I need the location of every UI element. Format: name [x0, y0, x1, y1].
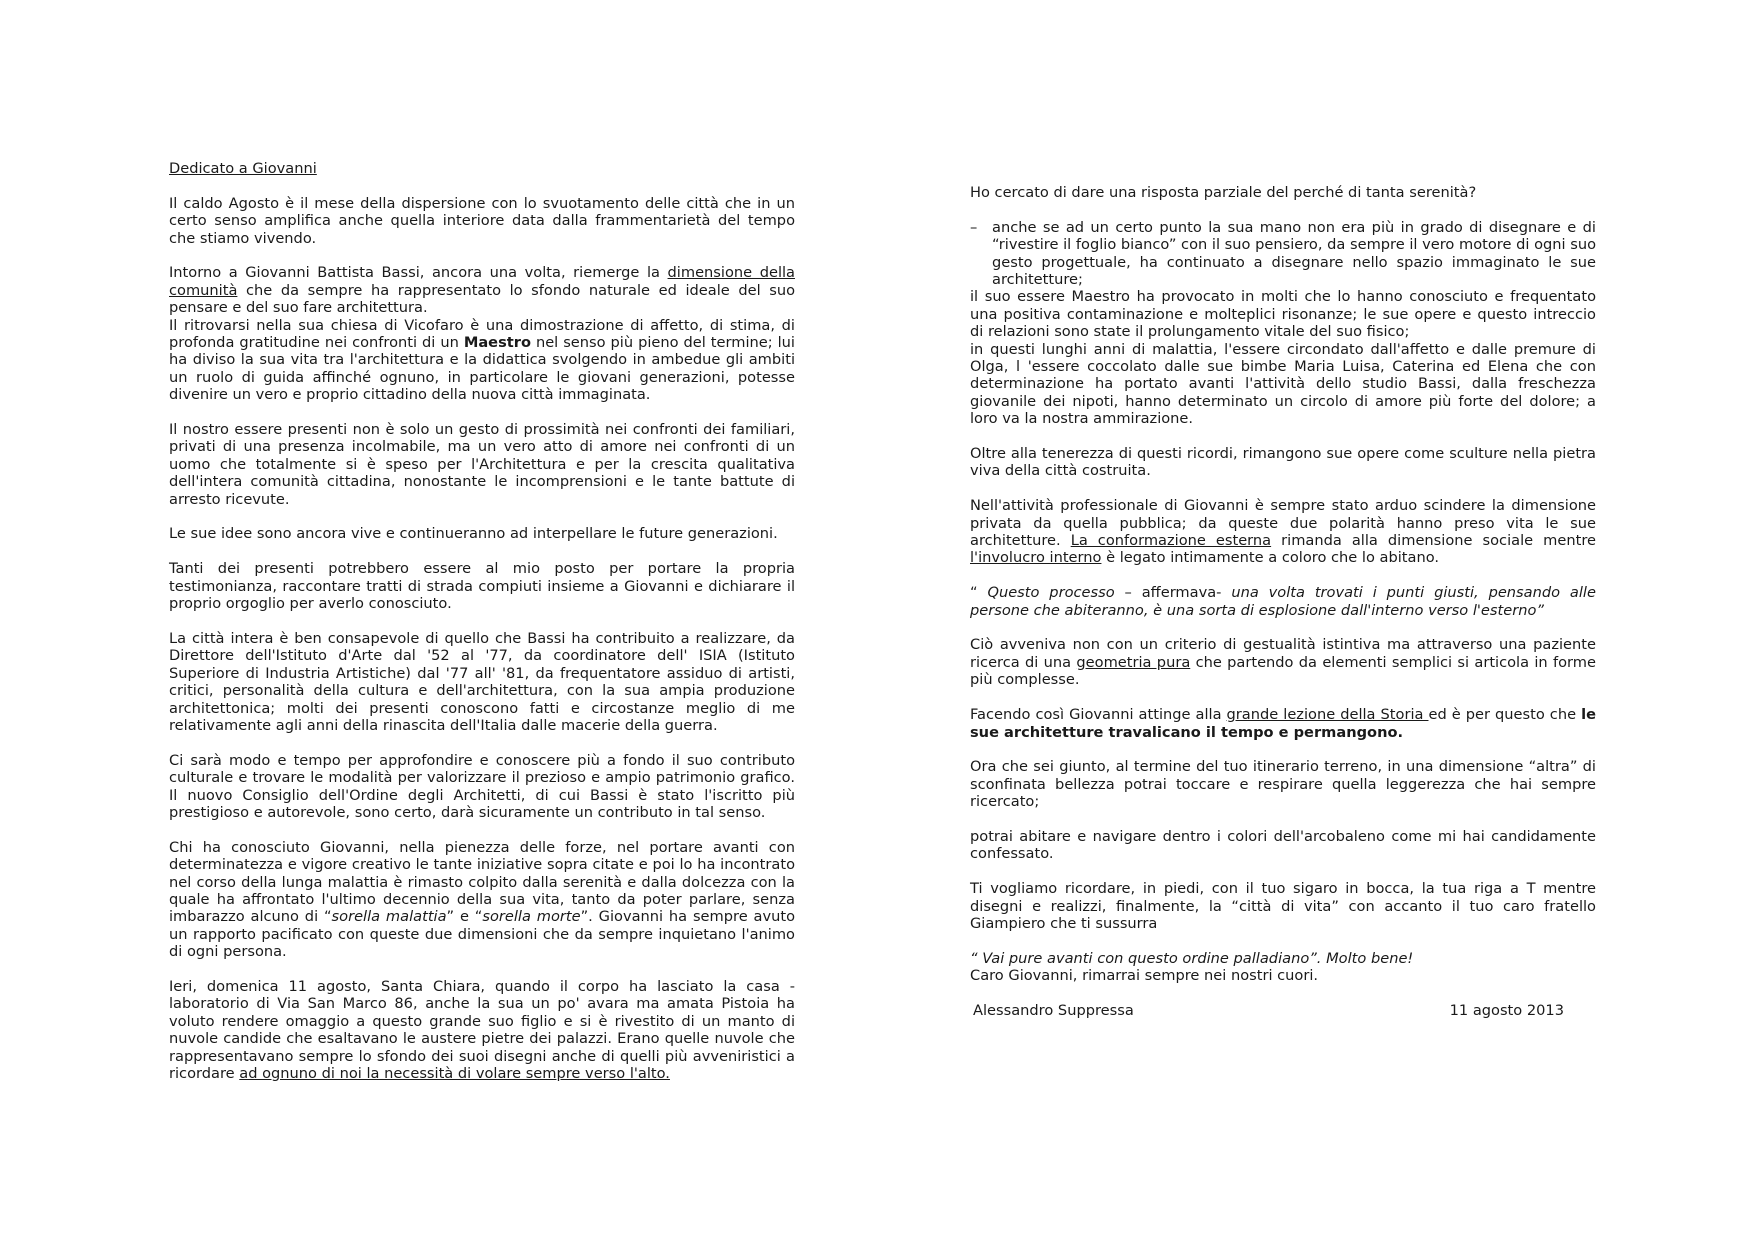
text: Ti vogliamo ricordare, in piedi, con il tuo sigaro in bocca, la tua riga a T mentre disegni e realizzi, finalmente, la “città di vita” con accanto il tuo caro fratello Giampiero che ti sussurra: [970, 880, 1596, 932]
text: è legato intimamente a coloro che lo abitano.: [1101, 549, 1440, 567]
paragraph: [169, 317, 795, 404]
underlined-text: grande lezione della Storia: [1226, 706, 1429, 724]
text: Facendo così Giovanni attinge alla: [970, 706, 1227, 724]
text: – affermava-: [1114, 584, 1232, 602]
italic-text: sorella morte: [482, 908, 581, 926]
bold-text: Maestro: [463, 334, 531, 352]
underlined-text: ad ognuno di noi la necessità di volare sempre verso l'alto.: [239, 1064, 670, 1082]
author-signature: Alessandro Suppressa: [973, 1001, 1134, 1019]
paragraph: [169, 525, 795, 542]
paragraph: [169, 560, 795, 612]
bold-text: le sue architetture travalicano il tempo e permangono.: [970, 706, 1596, 741]
text: Nell'attività professionale di Giovanni è sempre stato arduo scindere la dimensione privata da quella pubblica; da queste due polarità hanno preso vita le sue architetture.: [970, 497, 1596, 550]
text: Tanti dei presenti potrebbero essere al mio posto per portare la propria testimonianza, raccontare tratti di strada compiuti insieme a Giovanni e dichiarare il proprio orgoglio per averlo conosciuto.: [169, 560, 795, 613]
text: Il caldo Agosto è il mese della dispersione con lo svuotamento delle città che in un certo senso amplifica anche quella interiore data dalla frammentarietà del tempo che stiamo vivendo.: [169, 194, 795, 247]
text: Ho cercato di dare una risposta parziale del perché di tanta serenità?: [970, 184, 1477, 201]
text: Ci sarà modo e tempo per approfondire e conoscere più a fondo il suo contributo culturale e trovare le modalità per valorizzare il prezioso e ampio patrimonio grafico. Il nuovo Consiglio dell'Ordine degli Architetti, di cui Bassi è stato l'iscritto più prestigioso e autorevole, sono certo, darà sicuramente un contributo in tal senso.: [169, 751, 795, 821]
paragraph: [970, 828, 1596, 863]
text: rimanda alla dimensione sociale mentre: [1271, 532, 1596, 550]
paragraph: [970, 950, 1596, 967]
text: ”. Giovanni ha sempre avuto un rapporto pacificato con queste due dimensioni che da sempre inquietano l'animo di ogni persona.: [169, 908, 795, 961]
underlined-text: l'involucro interno: [970, 549, 1102, 567]
text: Ieri, domenica 11 agosto, Santa Chiara, quando il corpo ha lasciato la casa - laboratorio di Via San Marco 86, anche la sua un po' avara ma amata Pistoia ha voluto rendere omaggio a questo grande suo figlio e si è rivestito di un manto di nuvole candide che esaltavano le austere pietre dei palazzi. Erano quelle nuvole che rappresentavano sempre lo sfondo dei suoi disegni anche di quelli più avveniristici a ricordare: [169, 977, 795, 1082]
dash-bullet: –: [970, 218, 978, 236]
paragraph: [970, 445, 1596, 480]
date: 11 agosto 2013: [1449, 1001, 1564, 1019]
text: ” e “: [446, 908, 483, 926]
text: anche se ad un certo punto la sua mano non era più in grado di disegnare e di “rivestire il foglio bianco” con il suo pensiero, da sempre il vero motore di ogni suo gesto progettuale, ha continuato a disegnare nello spazio immaginato le sue architetture;: [992, 218, 1596, 289]
text: che partendo da elementi semplici si articola in forme più complesse.: [970, 653, 1596, 689]
text: Ora che sei giunto, al termine del tuo itinerario terreno, in una dimensione “altra” di sconfinata bellezza potrai toccare e respirare quella leggerezza che hai sempre ricercato;: [970, 758, 1596, 811]
document-title: Dedicato a Giovanni: [169, 160, 317, 177]
paragraph: [970, 288, 1596, 340]
italic-text: sorella malattia: [331, 908, 447, 926]
text: Intorno a Giovanni Battista Bassi, ancora una volta, riemerge la: [169, 264, 668, 282]
paragraph: [970, 341, 1596, 428]
paragraph: [970, 636, 1596, 688]
paragraph: [169, 978, 795, 1082]
underlined-text: geometria pura: [1076, 653, 1191, 671]
italic-text: Questo processo: [987, 584, 1115, 602]
text: La città intera è ben consapevole di quello che Bassi ha contribuito a realizzare, da Direttore dell'Istituto d'Arte dal '52 al '77, da coordinatore dell' ISIA (Istituto Superiore di Industria Artistiche) dal '77 all' '81, da frequentatore assiduo di artisti, critici, personalità della cultura e dell'architettura, con la sua ampia produzione architettonica; molti dei presenti conoscono fatti e circostanze meglio di me relativamente agli anni della rinascita dell'Italia dalle macerie della guerra.: [169, 629, 795, 734]
text: Oltre alla tenerezza di questi ricordi, rimangono sue opere come sculture nella pietra viva della città costruita.: [970, 445, 1596, 480]
paragraph: [970, 880, 1596, 932]
text: ed è per questo che: [1428, 706, 1582, 724]
paragraph: [970, 184, 1596, 201]
text: Il nostro essere presenti non è solo un gesto di prossimità nei confronti dei familiari, privati di una presenza incolmabile, ma un vero atto di amore nei confronti di un uomo che totalmente si è speso per l'Architettura e per la crescita qualitativa dell'intera comunità cittadina, nonostante le incomprensioni e le tante battute di arresto ricevute.: [169, 421, 795, 508]
underlined-text: dimensione della comunità: [169, 264, 795, 299]
text: Il ritrovarsi nella sua chiesa di Vicofaro è una dimostrazione di affetto, di stima, di profonda gratitudine nei confronti di un: [169, 316, 795, 352]
italic-text: una volta trovati i punti giusti, pensando alle persone che abiteranno, è una sorta di esplosione dall'interno verso l'esterno”: [970, 584, 1596, 619]
text: in questi lunghi anni di malattia, l'essere circondato dall'affetto e dalle premure di Olga, l 'essere coccolato dalle sue bimbe Maria Luisa, Caterina ed Elena che con determinazione ha portato avanti l'attività dello studio Bassi, dalla freschezza giovanile dei nipoti, hanno determinato un circolo di amore più forte del dolore; a loro va la nostra ammirazione.: [970, 340, 1596, 428]
text: il suo essere Maestro ha provocato in molti che lo hanno conosciuto e frequentato una positiva contaminazione e molteplici risonanze; le sue opere e questo intreccio di relazioni sono state il prolungamento vitale del suo fisico;: [970, 288, 1596, 341]
paragraph: [970, 706, 1596, 741]
left-column: [169, 160, 795, 1100]
text: “: [970, 584, 988, 602]
paragraph: [970, 497, 1596, 567]
text: nel senso più pieno del termine; lui ha diviso la sua vita tra l'architettura e la didattica svolgendo in ambedue gli ambiti un ruolo di guida affinché ognuno, in particolare le giovani generazioni, potesse divenire un vero e proprio cittadino della nuova città immaginata.: [169, 334, 795, 404]
paragraph: [169, 752, 795, 822]
signature-line: [970, 1002, 1596, 1019]
text: Caro Giovanni, rimarrai sempre nei nostri cuori.: [970, 967, 1319, 985]
paragraph: [169, 421, 795, 508]
underlined-text: La conformazione esterna: [1070, 532, 1272, 550]
paragraph: [169, 264, 795, 316]
paragraph: [970, 584, 1596, 619]
paragraph: [169, 195, 795, 247]
text: Ciò avveniva non con un criterio di gestualità istintiva ma attraverso una paziente ricerca di una: [970, 636, 1596, 671]
text: Chi ha conosciuto Giovanni, nella pienezza delle forze, nel portare avanti con determinatezza e vigore creativo le tante iniziative sopra citate e poi lo ha incontrato nel corso della lunga malattia è rimasto colpito dalla serenità e dalla dolcezza con la quale ha affrontato l'ultimo decennio della sua vita, tanto da poter parlare, senza imbarazzo alcuno di “: [169, 838, 795, 926]
paragraph: [970, 758, 1596, 810]
text: Le sue idee sono ancora vive e continueranno ad interpellare le future generazioni.: [169, 525, 778, 543]
text: che da sempre ha rappresentato lo sfondo naturale ed ideale del suo pensare e del suo fare architettura.: [169, 281, 795, 317]
right-column: [970, 184, 1596, 1019]
italic-text: Vai pure avanti con questo ordine palladiano”. Molto bene!: [982, 949, 1414, 967]
paragraph: [169, 630, 795, 734]
italic-text: “: [970, 949, 983, 967]
paragraph: [169, 839, 795, 961]
paragraph: [970, 967, 1596, 984]
list-item: [970, 219, 1596, 289]
text: potrai abitare e navigare dentro i colori dell'arcobaleno come mi hai candidamente confessato.: [970, 827, 1596, 863]
